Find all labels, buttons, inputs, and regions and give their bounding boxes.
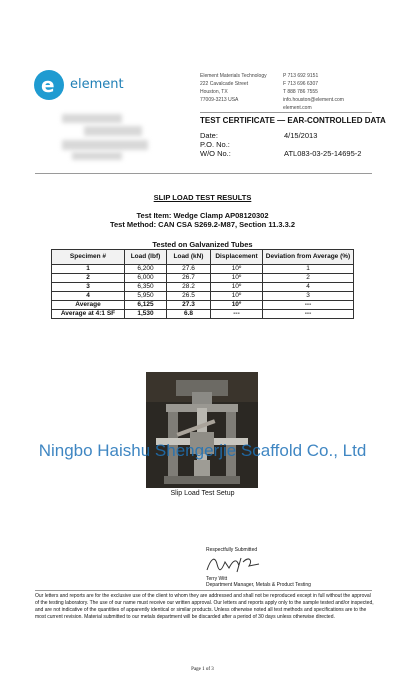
respectfully-submitted: Respectfully Submitted [206, 547, 258, 553]
cell: 26.7 [167, 274, 211, 283]
table-row-average [52, 301, 354, 310]
cell: 28.2 [167, 283, 211, 292]
col-load-lbf: Load (lbf) [125, 250, 167, 265]
cell: 3 [263, 292, 354, 301]
date-label: Date: [200, 131, 218, 140]
cell: 10º [211, 292, 263, 301]
po-label: P.O. No.: [200, 140, 230, 149]
cell: --- [263, 310, 354, 319]
wo-value: ATL083-03-25-14695-2 [284, 149, 362, 158]
table-row [52, 265, 354, 274]
cell: 4 [263, 283, 354, 292]
cell: --- [211, 310, 263, 319]
cell: 5,950 [125, 292, 167, 301]
contact-line: info.houston@element.com [283, 97, 344, 103]
cell: 6,000 [125, 274, 167, 283]
contact-line: P 713 692 9151 [283, 73, 319, 79]
table-row [52, 292, 354, 301]
results-title: SLIP LOAD TEST RESULTS [153, 193, 252, 202]
cell: 27.3 [167, 301, 211, 310]
signer-block [206, 576, 311, 588]
tested-on: Tested on Galvanized Tubes [152, 240, 253, 249]
contact-line: T 888 786 7555 [283, 89, 318, 95]
element-logo [34, 70, 144, 104]
wo-label: W/O No.: [200, 149, 231, 158]
cell: 6,200 [125, 265, 167, 274]
cell: 10º [211, 274, 263, 283]
divider-rule [35, 173, 372, 174]
cell: Average at 4:1 SF [52, 310, 125, 319]
brand-name: element [70, 77, 124, 92]
date-value: 4/15/2013 [284, 131, 318, 140]
cell: 1,530 [125, 310, 167, 319]
cell: 27.6 [167, 265, 211, 274]
cell: 1 [52, 265, 125, 274]
address-line: Houston, TX [200, 89, 228, 95]
cell: --- [263, 301, 354, 310]
table-header-row [52, 250, 354, 265]
address-line: Element Materials Technology [200, 73, 267, 79]
photo-caption: Slip Load Test Setup [170, 490, 235, 497]
cell: 6,350 [125, 283, 167, 292]
col-deviation: Deviation from Average (%) [263, 250, 354, 265]
po-value [284, 140, 361, 149]
col-specimen: Specimen # [52, 250, 125, 265]
certificate-values [284, 131, 361, 158]
lab-contact [283, 72, 344, 112]
signer-title: Department Manager, Metals & Product Testing [206, 582, 311, 588]
cell: 10º [211, 265, 263, 274]
test-method: Test Method: CAN CSA S269.2-M87, Section 11.3.3.2 [109, 220, 296, 229]
logo-mark-icon: e [34, 70, 64, 100]
cell: 1 [263, 265, 354, 274]
contact-line: F 713 696 6307 [283, 81, 319, 87]
cell: 3 [52, 283, 125, 292]
lab-address [200, 72, 267, 104]
test-item: Test Item: Wedge Clamp AP08120302 [136, 211, 269, 220]
signer-name: Terry Witt [206, 576, 228, 582]
footer-rule [35, 590, 372, 591]
certificate-labels [200, 131, 231, 158]
certificate-title: TEST CERTIFICATE — EAR-CONTROLLED DATA [200, 116, 386, 125]
cell: 2 [263, 274, 354, 283]
contact-line: element.com [283, 105, 312, 111]
table-row [52, 283, 354, 292]
table-row-sf [52, 310, 354, 319]
cell: 10º [211, 301, 263, 310]
cell: 4 [52, 292, 125, 301]
page-number: Page 1 of 3 [191, 667, 214, 672]
test-item-block [0, 211, 405, 229]
col-displacement: Displacement [211, 250, 263, 265]
disclaimer-text: Our letters and reports are for the exclusive use of the client to whom they are addressed and shall not be reproduced except in full without the approval of the testing laboratory. The use of our name must receive our written approval. Our letters and reports apply only to the sample tested and/or inspected, and are not indicative of the quantities of apparently identical or similar products. Unless otherwise noted all test methods and specifications are to the most current revision. Material submitted to our metals department will be discarded after a period of 30 days unless otherwise directed. [35, 593, 374, 620]
company-watermark: Ningbo Haishu Shengerjie Scaffold Co., Ltd [38, 441, 367, 460]
header-rule [200, 112, 372, 113]
test-setup-illustration [146, 372, 258, 488]
cell: Average [52, 301, 125, 310]
address-line: 222 Cavalcade Street [200, 81, 249, 87]
handwritten-signature [203, 552, 263, 576]
cell: 26.5 [167, 292, 211, 301]
results-table [51, 249, 354, 319]
table-row [52, 274, 354, 283]
cell: 10º [211, 283, 263, 292]
address-line: 77009-3213 USA [200, 97, 239, 103]
col-load-kn: Load (kN) [167, 250, 211, 265]
cell: 2 [52, 274, 125, 283]
redacted-client-block [62, 110, 157, 162]
cell: 6.8 [167, 310, 211, 319]
cell: 6,125 [125, 301, 167, 310]
test-setup-photo [146, 372, 258, 488]
